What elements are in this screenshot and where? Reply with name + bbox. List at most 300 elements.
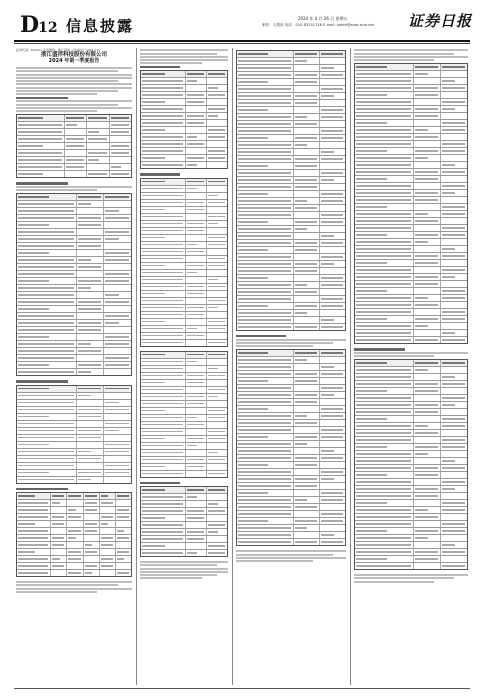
table-row bbox=[141, 78, 227, 85]
table-cell bbox=[104, 306, 131, 312]
table-cell bbox=[414, 486, 441, 492]
table-cell bbox=[141, 359, 186, 365]
table-cell bbox=[141, 242, 186, 248]
table-row bbox=[355, 106, 467, 113]
table-cell bbox=[320, 254, 345, 260]
table-row bbox=[355, 514, 467, 521]
table-cell bbox=[84, 500, 100, 506]
table-row bbox=[141, 193, 227, 200]
table-row bbox=[17, 250, 131, 257]
table-cell bbox=[414, 430, 441, 436]
table-cell bbox=[355, 479, 414, 485]
table-cell bbox=[320, 462, 345, 468]
table-cell bbox=[355, 381, 414, 387]
table-row bbox=[237, 539, 345, 545]
table-row bbox=[355, 246, 467, 253]
table-cell bbox=[237, 51, 294, 57]
table-cell bbox=[414, 549, 441, 555]
table-cell bbox=[237, 100, 294, 106]
table-cell bbox=[141, 179, 186, 185]
table-cell bbox=[100, 570, 116, 576]
table-cell bbox=[237, 483, 294, 489]
table-cell bbox=[104, 278, 131, 284]
table-cell bbox=[237, 378, 294, 384]
table-row bbox=[355, 556, 467, 563]
table-cell bbox=[414, 190, 441, 196]
financial-table bbox=[354, 63, 468, 344]
table-cell bbox=[294, 282, 320, 288]
table-cell bbox=[17, 215, 77, 221]
table-cell bbox=[100, 521, 116, 527]
table-row bbox=[355, 395, 467, 402]
table-cell bbox=[414, 444, 441, 450]
table-cell bbox=[51, 528, 67, 534]
table-cell bbox=[320, 240, 345, 246]
table-cell bbox=[294, 406, 320, 412]
table-cell bbox=[441, 500, 467, 506]
table-cell bbox=[414, 78, 441, 84]
table-cell bbox=[186, 71, 207, 77]
table-cell bbox=[141, 464, 186, 470]
table-cell bbox=[294, 212, 320, 218]
table-cell bbox=[141, 228, 186, 234]
table-cell bbox=[441, 402, 467, 408]
table-cell bbox=[441, 507, 467, 513]
table-cell bbox=[141, 249, 186, 255]
table-row bbox=[141, 207, 227, 214]
table-cell bbox=[77, 400, 105, 406]
table-cell bbox=[207, 394, 227, 400]
table-row bbox=[355, 381, 467, 388]
table-cell bbox=[207, 366, 227, 372]
table-cell bbox=[77, 435, 105, 441]
financial-table bbox=[236, 349, 346, 546]
table-row bbox=[17, 334, 131, 341]
table-cell bbox=[100, 514, 116, 520]
table-row bbox=[355, 458, 467, 465]
table-cell bbox=[320, 170, 345, 176]
table-row bbox=[355, 528, 467, 535]
table-cell bbox=[67, 528, 83, 534]
table-row bbox=[141, 340, 227, 346]
table-row bbox=[141, 319, 227, 326]
text-line bbox=[140, 568, 228, 570]
table-cell bbox=[77, 386, 105, 392]
table-cell bbox=[141, 71, 186, 77]
table-row bbox=[141, 450, 227, 457]
table-row bbox=[17, 299, 131, 306]
table-cell bbox=[77, 278, 105, 284]
table-cell bbox=[207, 214, 227, 220]
table-cell bbox=[441, 260, 467, 266]
table-cell bbox=[355, 535, 414, 541]
table-cell bbox=[17, 201, 77, 207]
table-cell bbox=[141, 543, 186, 549]
table-cell bbox=[355, 134, 414, 140]
table-cell bbox=[141, 148, 186, 154]
table-row bbox=[237, 497, 345, 504]
table-cell bbox=[320, 100, 345, 106]
table-cell bbox=[51, 556, 67, 562]
table-cell bbox=[237, 121, 294, 127]
table-row bbox=[355, 204, 467, 211]
table-row bbox=[237, 128, 345, 135]
header-rule-thin bbox=[14, 43, 470, 44]
table-cell bbox=[355, 388, 414, 394]
table-cell bbox=[414, 92, 441, 98]
table-cell bbox=[414, 113, 441, 119]
table-cell bbox=[237, 184, 294, 190]
text-line bbox=[354, 53, 454, 55]
table-cell bbox=[441, 288, 467, 294]
table-cell bbox=[414, 127, 441, 133]
table-row bbox=[355, 500, 467, 507]
table-cell bbox=[237, 177, 294, 183]
table-cell bbox=[100, 500, 116, 506]
table-cell bbox=[186, 291, 207, 297]
table-cell bbox=[320, 135, 345, 141]
table-cell bbox=[77, 299, 105, 305]
table-cell bbox=[17, 271, 77, 277]
table-cell bbox=[414, 218, 441, 224]
table-row bbox=[237, 532, 345, 539]
table-cell bbox=[441, 563, 467, 569]
table-row bbox=[141, 214, 227, 221]
table-cell bbox=[294, 72, 320, 78]
table-row bbox=[355, 260, 467, 267]
table-cell bbox=[237, 497, 294, 503]
table-cell bbox=[104, 414, 131, 420]
table-cell bbox=[207, 319, 227, 325]
table-cell bbox=[186, 501, 207, 507]
table-cell bbox=[294, 135, 320, 141]
text-line bbox=[354, 581, 434, 583]
table-cell bbox=[141, 515, 186, 521]
table-row bbox=[355, 218, 467, 225]
table-cell bbox=[116, 514, 131, 520]
text-line bbox=[236, 339, 346, 341]
table-cell bbox=[186, 536, 207, 542]
table-cell bbox=[186, 284, 207, 290]
header-rule bbox=[14, 40, 470, 42]
table-cell bbox=[207, 422, 227, 428]
table-cell bbox=[414, 423, 441, 429]
table-row bbox=[141, 162, 227, 168]
financial-table bbox=[16, 114, 132, 178]
table-cell bbox=[320, 532, 345, 538]
table-cell bbox=[17, 549, 51, 555]
table-cell bbox=[51, 549, 67, 555]
table-cell bbox=[141, 457, 186, 463]
table-cell bbox=[17, 327, 77, 333]
table-cell bbox=[237, 392, 294, 398]
table-cell bbox=[294, 254, 320, 260]
table-cell bbox=[17, 229, 77, 235]
table-cell bbox=[441, 465, 467, 471]
table-cell bbox=[320, 490, 345, 496]
table-cell bbox=[207, 536, 227, 542]
table-cell bbox=[320, 476, 345, 482]
table-row bbox=[237, 205, 345, 212]
table-cell bbox=[17, 449, 77, 455]
table-cell bbox=[237, 65, 294, 71]
table-cell bbox=[414, 409, 441, 415]
table-cell bbox=[237, 310, 294, 316]
table-cell bbox=[441, 155, 467, 161]
table-cell bbox=[237, 135, 294, 141]
table-cell bbox=[141, 207, 186, 213]
table-cell bbox=[294, 93, 320, 99]
table-row bbox=[17, 208, 131, 215]
table-cell bbox=[414, 330, 441, 336]
table-cell bbox=[77, 341, 105, 347]
table-cell bbox=[17, 164, 65, 170]
table-cell bbox=[355, 486, 414, 492]
table-cell bbox=[414, 274, 441, 280]
table-cell bbox=[355, 78, 414, 84]
table-cell bbox=[355, 402, 414, 408]
table-cell bbox=[237, 296, 294, 302]
table-cell bbox=[320, 539, 345, 545]
table-row bbox=[355, 549, 467, 556]
table-cell bbox=[77, 348, 105, 354]
table-cell bbox=[104, 341, 131, 347]
table-cell bbox=[355, 556, 414, 562]
table-cell bbox=[320, 86, 345, 92]
table-row bbox=[17, 393, 131, 400]
table-cell bbox=[141, 471, 186, 477]
text-line bbox=[16, 74, 132, 76]
table-cell bbox=[414, 521, 441, 527]
section-letter: D bbox=[20, 12, 39, 38]
table-cell bbox=[51, 507, 67, 513]
table-cell bbox=[141, 291, 186, 297]
table-cell bbox=[186, 333, 207, 339]
text-line bbox=[354, 577, 454, 579]
table-row bbox=[355, 535, 467, 542]
financial-table bbox=[140, 70, 228, 169]
table-row bbox=[237, 254, 345, 261]
table-cell bbox=[294, 121, 320, 127]
table-cell bbox=[84, 549, 100, 555]
table-cell bbox=[17, 442, 77, 448]
table-cell bbox=[414, 563, 441, 569]
table-cell bbox=[141, 312, 186, 318]
section-label bbox=[236, 335, 286, 337]
table-cell bbox=[414, 134, 441, 140]
table-cell bbox=[294, 317, 320, 323]
table-cell bbox=[441, 92, 467, 98]
table-cell bbox=[355, 197, 414, 203]
table-cell bbox=[207, 359, 227, 365]
table-row bbox=[141, 501, 227, 508]
table-row bbox=[141, 85, 227, 92]
table-row bbox=[17, 236, 131, 243]
text-line bbox=[16, 591, 97, 593]
table-cell bbox=[186, 550, 207, 556]
table-cell bbox=[355, 127, 414, 133]
table-cell bbox=[294, 156, 320, 162]
table-cell bbox=[186, 148, 207, 154]
table-cell bbox=[67, 521, 83, 527]
table-cell bbox=[186, 471, 207, 477]
table-cell bbox=[414, 253, 441, 259]
table-cell bbox=[237, 385, 294, 391]
table-row bbox=[141, 536, 227, 543]
table-cell bbox=[186, 312, 207, 318]
table-cell bbox=[355, 225, 414, 231]
table-cell bbox=[17, 236, 77, 242]
table-cell bbox=[17, 570, 51, 576]
text-line bbox=[16, 186, 132, 188]
table-row bbox=[237, 149, 345, 156]
table-row bbox=[17, 535, 131, 542]
table-row bbox=[237, 303, 345, 310]
table-cell bbox=[441, 176, 467, 182]
table-cell bbox=[104, 222, 131, 228]
table-row bbox=[237, 198, 345, 205]
table-cell bbox=[65, 164, 87, 170]
table-cell bbox=[320, 392, 345, 398]
column-divider bbox=[136, 48, 137, 685]
table-row bbox=[237, 317, 345, 324]
table-cell bbox=[186, 422, 207, 428]
table-row bbox=[141, 127, 227, 134]
table-cell bbox=[141, 401, 186, 407]
table-cell bbox=[186, 415, 207, 421]
table-row bbox=[355, 323, 467, 330]
table-cell bbox=[355, 542, 414, 548]
text-line bbox=[236, 557, 346, 559]
table-cell bbox=[77, 229, 105, 235]
table-cell bbox=[237, 357, 294, 363]
table-row bbox=[141, 99, 227, 106]
table-cell bbox=[294, 51, 320, 57]
table-cell bbox=[441, 197, 467, 203]
table-row bbox=[17, 542, 131, 549]
text-line bbox=[140, 571, 228, 573]
table-cell bbox=[355, 465, 414, 471]
text-line bbox=[16, 581, 132, 583]
table-cell bbox=[17, 208, 77, 214]
table-cell bbox=[17, 243, 77, 249]
table-row bbox=[141, 352, 227, 359]
table-cell bbox=[77, 250, 105, 256]
table-cell bbox=[67, 542, 83, 548]
table-cell bbox=[207, 415, 227, 421]
table-cell bbox=[237, 198, 294, 204]
table-cell bbox=[414, 204, 441, 210]
table-cell bbox=[237, 448, 294, 454]
table-cell bbox=[207, 436, 227, 442]
table-cell bbox=[355, 444, 414, 450]
table-row bbox=[237, 350, 345, 357]
table-row bbox=[355, 190, 467, 197]
table-cell bbox=[207, 387, 227, 393]
table-cell bbox=[17, 477, 77, 483]
table-cell bbox=[207, 162, 227, 168]
table-cell bbox=[441, 337, 467, 343]
table-cell bbox=[414, 162, 441, 168]
table-cell bbox=[84, 507, 100, 513]
table-cell bbox=[17, 556, 51, 562]
masthead-logo: 证券日报 bbox=[408, 12, 473, 30]
table-cell bbox=[186, 221, 207, 227]
table-cell bbox=[51, 563, 67, 569]
table-cell bbox=[67, 500, 83, 506]
table-cell bbox=[17, 493, 51, 499]
table-cell bbox=[207, 326, 227, 332]
table-cell bbox=[207, 471, 227, 477]
table-row bbox=[141, 487, 227, 494]
table-row bbox=[17, 521, 131, 528]
text-line bbox=[16, 70, 118, 72]
table-cell bbox=[441, 381, 467, 387]
table-row bbox=[17, 285, 131, 292]
table-row bbox=[237, 399, 345, 406]
table-cell bbox=[207, 207, 227, 213]
table-row bbox=[355, 416, 467, 423]
table-cell bbox=[320, 378, 345, 384]
table-cell bbox=[116, 549, 131, 555]
table-cell bbox=[355, 99, 414, 105]
table-cell bbox=[207, 235, 227, 241]
table-cell bbox=[104, 194, 131, 200]
table-cell bbox=[237, 364, 294, 370]
table-cell bbox=[104, 257, 131, 263]
table-row bbox=[237, 226, 345, 233]
table-cell bbox=[294, 296, 320, 302]
table-cell bbox=[355, 507, 414, 513]
table-row bbox=[237, 420, 345, 427]
table-row bbox=[355, 367, 467, 374]
table-row bbox=[141, 312, 227, 319]
table-row bbox=[17, 400, 131, 407]
table-cell bbox=[110, 129, 131, 135]
table-cell bbox=[355, 337, 414, 343]
table-cell bbox=[141, 221, 186, 227]
table-cell bbox=[141, 443, 186, 449]
table-cell bbox=[141, 200, 186, 206]
table-cell bbox=[77, 407, 105, 413]
table-row bbox=[17, 201, 131, 208]
table-cell bbox=[320, 156, 345, 162]
table-row bbox=[17, 528, 131, 535]
table-cell bbox=[186, 263, 207, 269]
table-row bbox=[237, 184, 345, 191]
table-row bbox=[237, 455, 345, 462]
table-cell bbox=[104, 463, 131, 469]
table-cell bbox=[441, 360, 467, 366]
table-cell bbox=[320, 184, 345, 190]
table-cell bbox=[237, 490, 294, 496]
table-cell bbox=[17, 122, 65, 128]
table-cell bbox=[141, 106, 186, 112]
table-cell bbox=[294, 420, 320, 426]
table-cell bbox=[17, 222, 77, 228]
table-cell bbox=[320, 114, 345, 120]
table-cell bbox=[441, 169, 467, 175]
table-cell bbox=[17, 514, 51, 520]
table-cell bbox=[320, 282, 345, 288]
table-cell bbox=[294, 378, 320, 384]
table-cell bbox=[110, 171, 131, 177]
table-cell bbox=[294, 469, 320, 475]
financial-table bbox=[140, 178, 228, 347]
table-row bbox=[141, 298, 227, 305]
table-cell bbox=[100, 556, 116, 562]
text-line bbox=[236, 342, 333, 344]
